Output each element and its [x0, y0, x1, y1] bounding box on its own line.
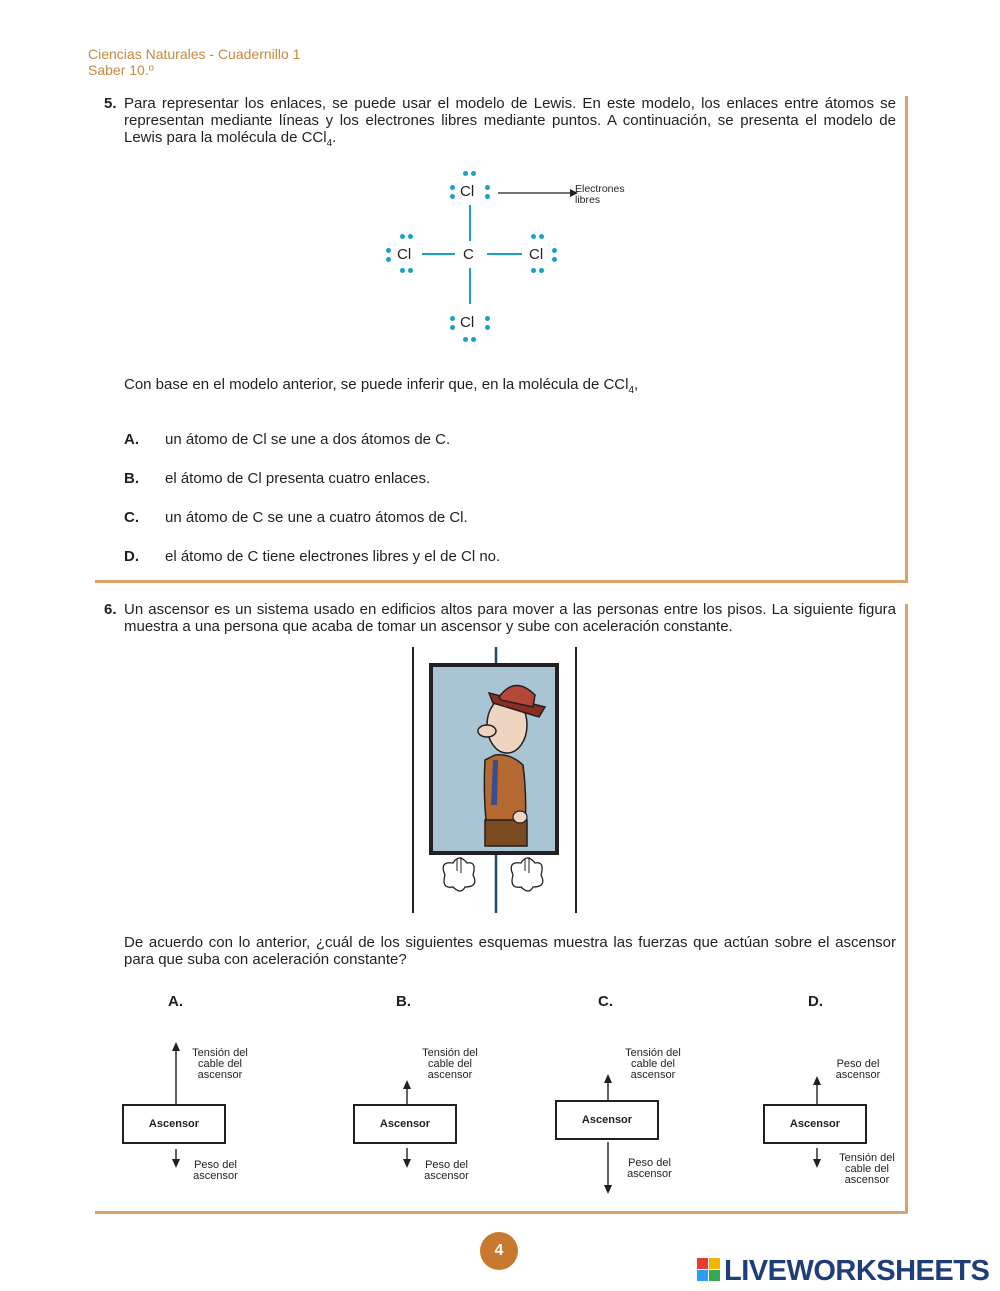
option-letter: A.	[124, 431, 139, 448]
question-6-text: Un ascensor es un sistema usado en edificios altos para mover a las personas entre los pisos. La siguiente figura muestra a una persona que acaba de tomar un ascensor y sube con aceleración constante.	[124, 601, 896, 635]
option-letter: D.	[808, 993, 823, 1010]
q5-option-d[interactable]	[124, 548, 501, 566]
atom-cl-right: Cl	[529, 246, 544, 263]
option-letter: B.	[124, 470, 139, 487]
q5-option-b[interactable]	[124, 470, 431, 488]
annotation-label: Electrones libres	[575, 183, 625, 206]
q6-option-c[interactable]	[540, 990, 740, 1200]
option-text: un átomo de Cl se une a dos átomos de C.	[165, 431, 451, 448]
elevator-box: Ascensor	[353, 1104, 457, 1144]
liveworksheets-logo-icon	[697, 1258, 721, 1282]
elevator-box: Ascensor	[555, 1100, 659, 1140]
q5-option-a[interactable]	[124, 431, 451, 449]
q6-option-b[interactable]	[330, 990, 530, 1200]
question-6-stem: De acuerdo con lo anterior, ¿cuál de los siguientes esquemas muestra las fuerzas que actúan sobre el ascensor para que suba con aceleración constante?	[124, 934, 896, 968]
question-5-stem: Con base en el modelo anterior, se puede inferir que, en la molécula de CCl$_4$,	[124, 376, 639, 396]
force-top-label: Tensión del cable del ascensor	[192, 1047, 248, 1081]
question-5-number: 5.	[104, 95, 117, 112]
option-text: el átomo de Cl presenta cuatro enlaces.	[165, 470, 431, 487]
force-bottom-label: Peso del ascensor	[627, 1157, 672, 1180]
question-6-number: 6.	[104, 601, 117, 618]
liveworksheets-brand[interactable]: LIVEWORKSHEETS	[724, 1255, 990, 1287]
option-letter: C.	[598, 993, 613, 1010]
force-top-label: Peso del ascensor	[835, 1058, 881, 1081]
force-bottom-label: Tensión del cable del ascensor	[839, 1152, 895, 1186]
q6-option-a[interactable]	[100, 990, 300, 1200]
option-text: el átomo de C tiene electrones libres y el de Cl no.	[165, 548, 501, 565]
q6-option-d[interactable]	[750, 990, 950, 1200]
atom-cl-left: Cl	[397, 246, 412, 263]
elevator-illustration	[405, 645, 585, 917]
annotation-arrow	[498, 187, 578, 199]
option-letter: D.	[124, 548, 139, 565]
q5-option-c[interactable]	[124, 509, 468, 527]
header-subtitle: Saber 10.º	[88, 62, 154, 78]
lewis-diagram	[380, 165, 640, 350]
elevator-box: Ascensor	[763, 1104, 867, 1144]
force-top-label: Tensión del cable del ascensor	[422, 1047, 478, 1081]
option-text: un átomo de C se une a cuatro átomos de Cl.	[165, 509, 468, 526]
force-bottom-label: Peso del ascensor	[193, 1159, 238, 1182]
option-letter: C.	[124, 509, 139, 526]
atom-cl-top: Cl	[460, 183, 475, 200]
question-5-text: Para representar los enlaces, se puede usar el modelo de Lewis. En este modelo, los enlaces entre átomos se representan mediante líneas y los electrones libres mediante puntos. A continuación, se presenta el modelo de Lewis para la molécula de CCl$_4$.	[124, 95, 896, 149]
option-letter: A.	[168, 993, 183, 1010]
force-top-label: Tensión del cable del ascensor	[625, 1047, 681, 1081]
elevator-box: Ascensor	[122, 1104, 226, 1144]
option-letter: B.	[396, 993, 411, 1010]
header-title: Ciencias Naturales - Cuadernillo 1	[88, 46, 301, 62]
force-bottom-label: Peso del ascensor	[424, 1159, 469, 1182]
atom-c-center: C	[463, 246, 474, 263]
atom-cl-bottom: Cl	[460, 314, 475, 331]
page-number: 4	[480, 1232, 518, 1270]
document-header	[88, 46, 300, 78]
